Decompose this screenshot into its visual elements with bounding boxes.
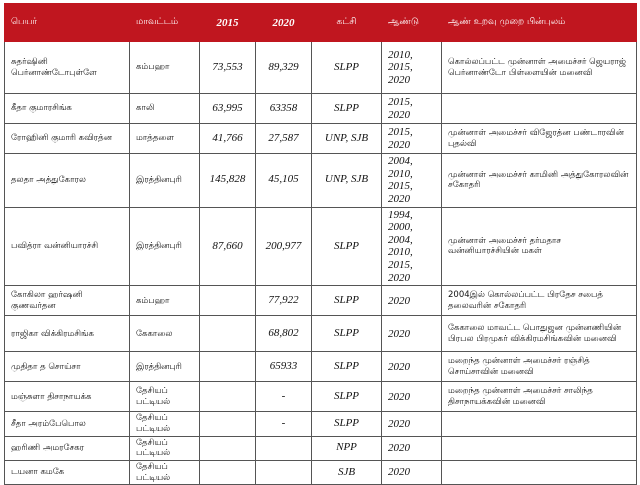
- cell-year: 2004, 2010, 2015, 2020: [382, 154, 442, 208]
- cell-background: முன்னாள் அமைச்சர் விஜேரத்ன பண்டாரவின் புதல்வி: [442, 124, 637, 154]
- table-row: [5, 286, 637, 316]
- cell-background: முன்னாள் அமைச்சர் தர்மதாச வன்னியாரச்சியின் மகள்: [442, 207, 637, 286]
- cell-2015: [200, 382, 256, 412]
- cell-2020: 200,977: [256, 207, 312, 286]
- cell-district: தேசியப் பட்டியல்: [130, 436, 200, 460]
- cell-background: [442, 412, 637, 436]
- cell-2020: 45,105: [256, 154, 312, 208]
- cell-party: SJB: [312, 460, 382, 484]
- table-row: [5, 94, 637, 124]
- cell-background: 2004இல் கொல்லப்பட்ட பிரதேச சபைத் தலைவரின் சகோதரி: [442, 286, 637, 316]
- cell-party: SLPP: [312, 382, 382, 412]
- cell-district: இரத்தினபுரி: [130, 352, 200, 382]
- cell-district: இரத்தினபுரி: [130, 207, 200, 286]
- cell-background: மறைந்த முன்னாள் அமைச்சர் ரஞ்சித் சொய்சாவின் மனைவி: [442, 352, 637, 382]
- cell-2015: 63,995: [200, 94, 256, 124]
- cell-year: 2020: [382, 382, 442, 412]
- cell-2015: [200, 460, 256, 484]
- cell-2015: [200, 412, 256, 436]
- cell-background: [442, 460, 637, 484]
- cell-name: முதிதா த சொய்சா: [5, 352, 130, 382]
- cell-name: சீதா அரம்பேபொல: [5, 412, 130, 436]
- cell-party: SLPP: [312, 94, 382, 124]
- cell-district: இரத்தினபுரி: [130, 154, 200, 208]
- cell-2015: [200, 352, 256, 382]
- header-2015: 2015: [200, 4, 256, 42]
- cell-name: கீதா குமாரசிங்க: [5, 94, 130, 124]
- cell-district: தேசியப் பட்டியல்: [130, 382, 200, 412]
- cell-2015: [200, 316, 256, 352]
- cell-name: ரோஹினி குமாரி கவிரத்ன: [5, 124, 130, 154]
- mp-table: [4, 3, 637, 485]
- cell-2020: 27,587: [256, 124, 312, 154]
- table-row: [5, 436, 637, 460]
- cell-year: 2020: [382, 316, 442, 352]
- cell-2015: [200, 286, 256, 316]
- cell-party: NPP: [312, 436, 382, 460]
- table-row: [5, 124, 637, 154]
- cell-year: 2020: [382, 436, 442, 460]
- cell-name: ராஜிகா விக்கிரமசிங்க: [5, 316, 130, 352]
- cell-2020: [256, 460, 312, 484]
- cell-party: SLPP: [312, 207, 382, 286]
- cell-background: கேகாலை மாவட்ட பொதுஜன முன்னணியின் பிரபல பிரமுகர் விக்கிரமசிங்கவின் மனைவி: [442, 316, 637, 352]
- cell-2015: 145,828: [200, 154, 256, 208]
- cell-party: SLPP: [312, 352, 382, 382]
- table-row: [5, 207, 637, 286]
- cell-name: ஹரிணி அமரசேகர: [5, 436, 130, 460]
- cell-district: மாத்தளை: [130, 124, 200, 154]
- header-year: ஆண்டு: [382, 4, 442, 42]
- cell-district: காலி: [130, 94, 200, 124]
- header-row: [5, 4, 637, 42]
- cell-2020: -: [256, 412, 312, 436]
- table-row: [5, 352, 637, 382]
- cell-name: தலதா அத்துகோரல: [5, 154, 130, 208]
- cell-party: SLPP: [312, 286, 382, 316]
- header-party: கட்சி: [312, 4, 382, 42]
- table-row: [5, 316, 637, 352]
- header-2020: 2020: [256, 4, 312, 42]
- cell-party: UNP, SJB: [312, 154, 382, 208]
- cell-year: 2015, 2020: [382, 94, 442, 124]
- cell-2015: 41,766: [200, 124, 256, 154]
- cell-2015: [200, 436, 256, 460]
- cell-party: SLPP: [312, 316, 382, 352]
- cell-background: மறைந்த முன்னாள் அமைச்சர் சாலிந்த திசாநாயக்கவின் மனைவி: [442, 382, 637, 412]
- cell-year: 2015, 2020: [382, 124, 442, 154]
- cell-name: சுதர்ஷினி பெர்னாண்டோபுள்ளே: [5, 42, 130, 94]
- cell-2020: 65933: [256, 352, 312, 382]
- header-name: பெயர்: [5, 4, 130, 42]
- cell-year: 1994, 2000, 2004, 2010, 2015, 2020: [382, 207, 442, 286]
- cell-2015: 73,553: [200, 42, 256, 94]
- table-row: [5, 154, 637, 208]
- cell-party: SLPP: [312, 412, 382, 436]
- cell-district: கம்பஹா: [130, 286, 200, 316]
- cell-background: [442, 436, 637, 460]
- cell-background: [442, 94, 637, 124]
- cell-name: பவித்ரா வன்னியாரச்சி: [5, 207, 130, 286]
- cell-2020: -: [256, 382, 312, 412]
- cell-2020: [256, 436, 312, 460]
- cell-2020: 89,329: [256, 42, 312, 94]
- cell-2020: 68,802: [256, 316, 312, 352]
- cell-2020: 63358: [256, 94, 312, 124]
- cell-party: UNP, SJB: [312, 124, 382, 154]
- header-district: மாவட்டம்: [130, 4, 200, 42]
- cell-district: தேசியப் பட்டியல்: [130, 460, 200, 484]
- cell-2015: 87,660: [200, 207, 256, 286]
- cell-year: 2020: [382, 412, 442, 436]
- cell-year: 2020: [382, 460, 442, 484]
- cell-district: தேசியப் பட்டியல்: [130, 412, 200, 436]
- cell-year: 2020: [382, 286, 442, 316]
- cell-background: கொல்லப்பட்ட முன்னாள் அமைச்சர் ஜெயராஜ் பெர்னாண்டோ பிள்ளையின் மனைவி: [442, 42, 637, 94]
- cell-year: 2020: [382, 352, 442, 382]
- cell-district: கேகாலை: [130, 316, 200, 352]
- header-background: ஆண் உறவு முறை பின்புலம்: [442, 4, 637, 42]
- cell-party: SLPP: [312, 42, 382, 94]
- cell-year: 2010, 2015, 2020: [382, 42, 442, 94]
- cell-name: மஞ்சுளா திசாநாயக்க: [5, 382, 130, 412]
- cell-2020: 77,922: [256, 286, 312, 316]
- cell-name: டயனா கமகே: [5, 460, 130, 484]
- table-row: [5, 460, 637, 484]
- cell-district: கம்பஹா: [130, 42, 200, 94]
- cell-background: முன்னாள் அமைச்சர் காமினி அத்துகோரலவின் சகோதரி: [442, 154, 637, 208]
- table-row: [5, 42, 637, 94]
- cell-name: கோகிலா ஹர்ஷனி குணவர்தன: [5, 286, 130, 316]
- table-row: [5, 412, 637, 436]
- table-row: [5, 382, 637, 412]
